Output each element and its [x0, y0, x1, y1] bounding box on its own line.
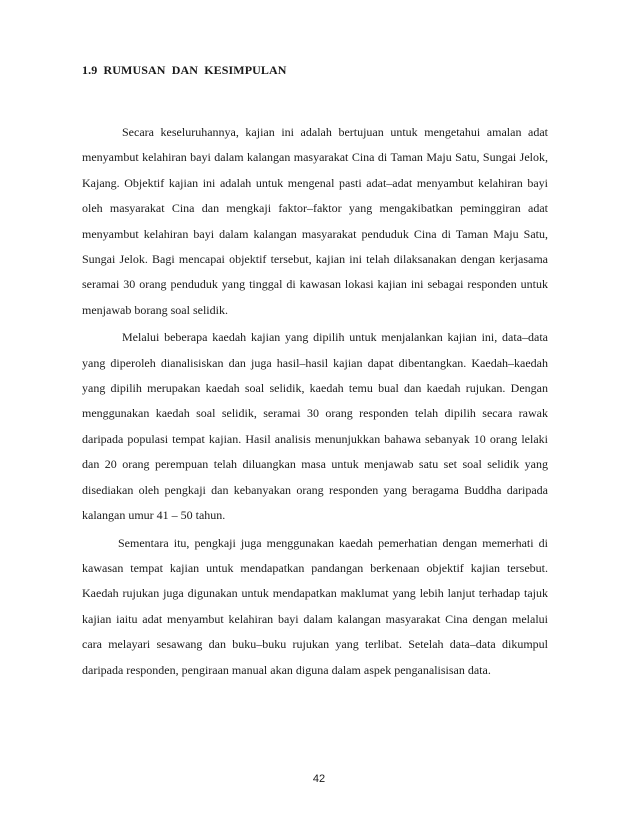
paragraph-3: Sementara itu, pengkaji juga menggunakan kaedah pemerhatian dengan memerhati di kawasan tempat kajian untuk mendapatkan pandangan berkenaan objektif kajian tersebut. Kaedah rujukan juga digunakan untuk mendapatkan maklumat yang lebih lanjut terhadap tajuk kajian iaitu adat menyambut kelahiran bayi dalam kalangan masyarakat Cina dengan melalui cara melayari sesawang dan buku–buku rujukan yang terlibat. Setelah data–data dikumpul daripada responden, pengiraan manual akan diguna dalam aspek penganalisisan data.	[82, 535, 548, 677]
section-heading: 1.9 RUMUSAN DAN KESIMPULAN	[82, 63, 287, 77]
body-text	[82, 120, 548, 683]
page-number: 42	[312, 773, 326, 785]
paragraph-2: Melalui beberapa kaedah kajian yang dipilih untuk menjalankan kajian ini, data–data yang diperoleh dianalisiskan dan juga hasil–hasil kajian dapat dibentangkan. Kaedah–kaedah yang dipilih merupakan kaedah soal selidik, kaedah temu bual dan kaedah rujukan. Dengan menggunakan kaedah soal selidik, seramai 30 orang responden telah dipilih secara rawak daripada populasi tempat kajian. Hasil analisis menunjukkan bahawa sebanyak 10 orang lelaki dan 20 orang perempuan telah diluangkan masa untuk menjawab satu set soal selidik yang disediakan oleh pengkaji dan kebanyakan orang responden yang beragama Buddha daripada kalangan umur 41 – 50 tahun.	[82, 330, 548, 523]
paragraph-1: Secara keseluruhannya, kajian ini adalah bertujuan untuk mengetahui amalan adat menyambut kelahiran bayi dalam kalangan masyarakat Cina di Taman Maju Satu, Sungai Jelok, Kajang. Objektif kajian ini adalah untuk mengenal pasti adat–adat menyambut kelahiran bayi oleh masyarakat Cina dan mengkaji faktor–faktor yang mengakibatkan peminggiran adat menyambut kelahiran bayi dalam kalangan masyarakat penduduk Cina di Taman Maju Satu, Sungai Jelok. Bagi mencapai objektif tersebut, kajian ini telah dilaksanakan dengan kerjasama seramai 30 orang penduduk yang tinggal di kawasan lokasi kajian ini sebagai responden untuk menjawab borang soal selidik.	[82, 125, 548, 317]
